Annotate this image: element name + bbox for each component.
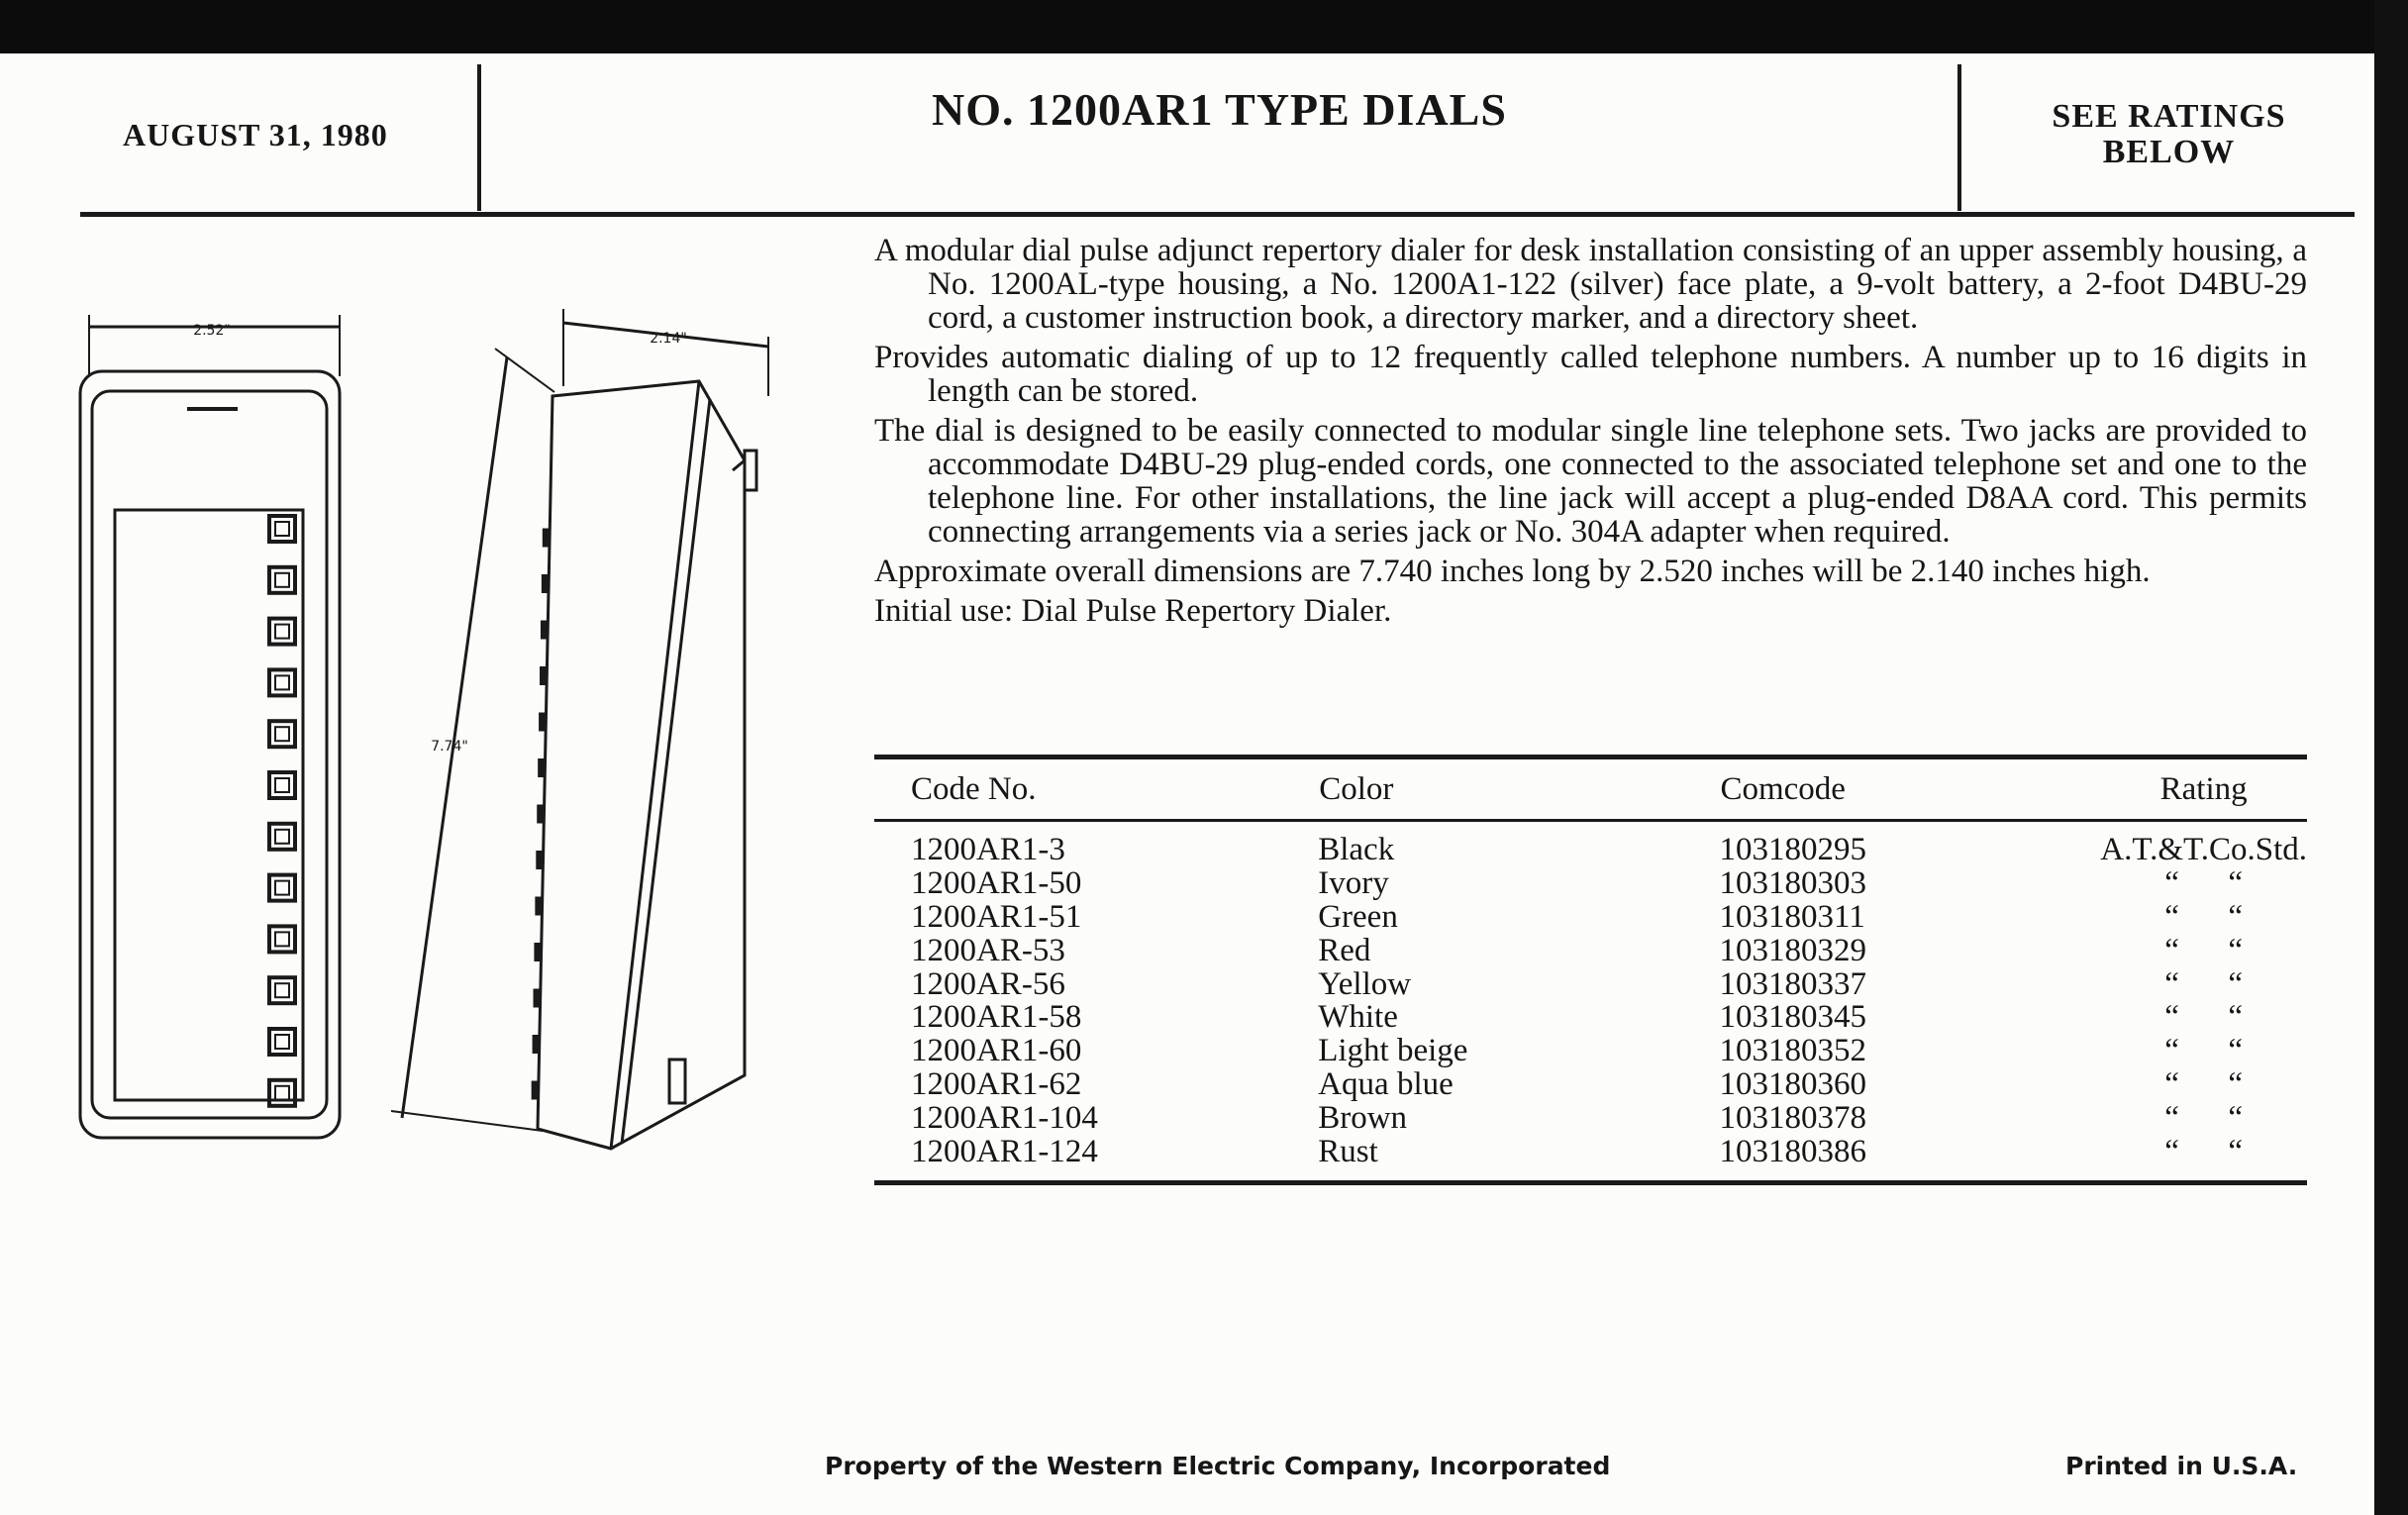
description-paragraph: The dial is designed to be easily connected to modular single line telephone sets. Two jacks are provided to accommodate D4BU-29 plug-ended cords, one connected to the associated telephone set and one to the telephone line. For other installations, the line jack will accept a plug-ended D8AA cord. This permits connecting arrangements via a series jack or No. 304A adapter when required. [874, 413, 2307, 550]
description [874, 234, 2307, 634]
width-label: 2.52" [193, 323, 231, 339]
cell-comcode: 103180295 [1719, 832, 1866, 868]
cell-rating: “ “ [2164, 898, 2244, 935]
side-view-drawing [391, 309, 768, 1149]
front-view-drawing [80, 315, 340, 1138]
ratings-note-line: BELOW [2102, 134, 2236, 170]
cell-color: Green [1318, 898, 1398, 935]
cell-code: 1200AR1-104 [911, 1099, 1098, 1136]
description-paragraph: Provides automatic dialing of up to 12 frequently called telephone numbers. A number up to 16 digits in length can be stored. [874, 340, 2307, 409]
table-row [874, 821, 2307, 867]
cell-rating: “ “ [2164, 932, 2244, 968]
memory-button [269, 977, 295, 1003]
memory-button [269, 721, 295, 747]
cell-code: 1200AR1-58 [911, 999, 1082, 1036]
memory-button [269, 567, 295, 593]
cell-rating: “ “ [2164, 865, 2244, 902]
memory-button [269, 824, 295, 850]
memory-button [269, 1080, 295, 1106]
side-button-tick [535, 990, 540, 1006]
memory-button [269, 669, 295, 695]
cell-comcode: 103180386 [1719, 1133, 1866, 1169]
cell-code: 1200AR1-60 [911, 1033, 1082, 1069]
dialer-inner-housing [92, 391, 327, 1118]
table-header-row [874, 758, 2307, 821]
cell-code: 1200AR-53 [911, 932, 1065, 968]
cell-code: 1200AR1-3 [911, 832, 1065, 868]
cell-rating: “ “ [2164, 999, 2244, 1036]
cell-code: 1200AR1-62 [911, 1065, 1082, 1102]
cell-rating: A.T.&T.Co.Std. [2100, 832, 2307, 868]
code-table [874, 755, 2307, 1185]
cell-comcode: 103180378 [1719, 1099, 1866, 1136]
table-row [874, 1068, 2307, 1102]
cell-color: Red [1318, 932, 1371, 968]
side-button-tick [543, 576, 548, 592]
cell-rating: “ “ [2164, 1133, 2244, 1169]
cell-comcode: 103180352 [1719, 1033, 1866, 1069]
table-row [874, 901, 2307, 935]
table-row [874, 1101, 2307, 1135]
length-label: 7.74" [431, 739, 468, 755]
document-date: AUGUST 31, 1980 [123, 117, 388, 152]
cell-comcode: 103180337 [1719, 965, 1866, 1002]
height-label: 2.14" [650, 331, 687, 347]
side-button-tick [536, 945, 541, 960]
side-button-tick [544, 530, 549, 546]
side-button-tick [542, 622, 547, 638]
table-row [874, 867, 2307, 901]
side-button-tick [533, 1082, 538, 1098]
cell-color: Light beige [1318, 1033, 1468, 1069]
cell-code: 1200AR1-50 [911, 865, 1082, 902]
cell-code: 1200AR1-51 [911, 898, 1082, 935]
length-dimension-line [402, 357, 507, 1118]
cell-code: 1200AR-56 [911, 965, 1065, 1002]
cell-rating: “ “ [2164, 1065, 2244, 1102]
description-paragraph: Initial use: Dial Pulse Repertory Dialer. [874, 593, 1392, 629]
ratings-note-line: SEE RATINGS [2052, 98, 2286, 135]
cell-comcode: 103180303 [1719, 865, 1866, 902]
side-button-tick [538, 853, 543, 868]
side-button-tick [540, 760, 545, 776]
cell-color: Black [1318, 832, 1395, 868]
description-paragraph: A modular dial pulse adjunct repertory dialer for desk installation consisting of an upper assembly housing, a No. 1200AL-type housing, a No. 1200A1-122 (silver) face plate, a 9-volt battery, a 2-foot D4BU-29 cord, a customer instruction book, a directory marker, and a directory sheet. [874, 233, 2307, 336]
cell-comcode: 103180311 [1719, 898, 1865, 935]
column-header-color: Color [1318, 758, 1719, 821]
cell-comcode: 103180329 [1719, 932, 1866, 968]
cell-comcode: 103180360 [1719, 1065, 1866, 1102]
cell-rating: “ “ [2164, 1033, 2244, 1069]
memory-button [269, 619, 295, 645]
cell-color: Aqua blue [1318, 1065, 1454, 1102]
table-row [874, 934, 2307, 967]
cell-color: Rust [1318, 1133, 1378, 1169]
description-paragraph: Approximate overall dimensions are 7.740 inches long by 2.520 inches will be 2.140 inches high. [874, 554, 2151, 589]
memory-buttons [269, 516, 295, 1106]
cell-rating: “ “ [2164, 965, 2244, 1002]
dialer-side-outline [538, 381, 745, 1149]
side-button-tick [541, 714, 546, 730]
table-row [874, 1135, 2307, 1182]
memory-button [269, 1029, 295, 1055]
column-header-comcode: Comcode [1719, 758, 2100, 821]
side-button-tick [537, 898, 542, 914]
column-header-code: Code No. [874, 758, 1318, 821]
memory-button [269, 875, 295, 901]
cell-code: 1200AR1-124 [911, 1133, 1098, 1169]
memory-button [269, 516, 295, 542]
side-button-tick [539, 806, 544, 822]
page-title: NO. 1200AR1 TYPE DIALS [932, 84, 1507, 135]
cell-rating: “ “ [2164, 1099, 2244, 1136]
side-button-tick [542, 668, 547, 684]
cell-color: Brown [1318, 1099, 1408, 1136]
table-row [874, 967, 2307, 1001]
cell-comcode: 103180345 [1719, 999, 1866, 1036]
cell-color: Yellow [1318, 965, 1412, 1002]
memory-button [269, 926, 295, 952]
footer-printed-note: Printed in U.S.A. [2065, 1452, 2298, 1480]
memory-button [269, 772, 295, 798]
footer-property-note: Property of the Western Electric Company, Incorporated [825, 1452, 1611, 1480]
cell-color: Ivory [1318, 865, 1389, 902]
cell-color: White [1318, 999, 1398, 1036]
directory-window [115, 510, 303, 1100]
column-header-rating: Rating [2100, 758, 2307, 821]
dialer-outer-housing [80, 371, 340, 1138]
table-row [874, 1035, 2307, 1068]
side-button-tick [534, 1037, 539, 1053]
table-row [874, 1001, 2307, 1035]
